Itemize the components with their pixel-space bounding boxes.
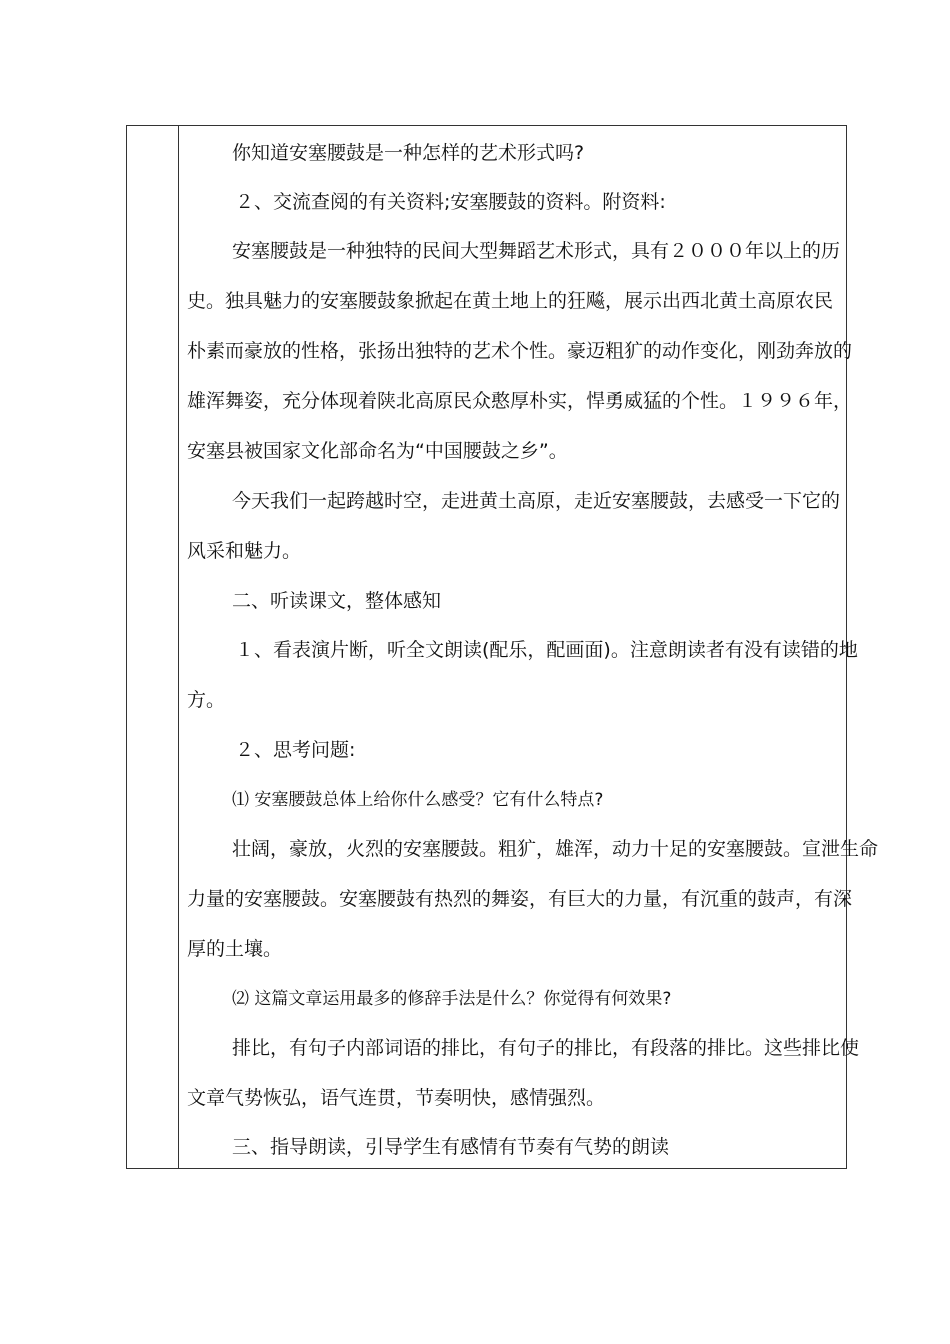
text-line: ２、思考问题: — [235, 739, 356, 761]
question-line: ⑵ 这篇文章运用最多的修辞手法是什么？你觉得有何效果? — [232, 989, 672, 1009]
text-line: 史。独具魅力的安塞腰鼓象掀起在黄土地上的狂飚，展示出西北黄土高原农民 — [187, 290, 834, 312]
section-heading: 三、指导朗读，引导学生有感情有节奏有气势的朗读 — [232, 1136, 670, 1158]
text-line: 力量的安塞腰鼓。安塞腰鼓有热烈的舞姿，有巨大的力量，有沉重的鼓声，有深 — [187, 888, 853, 910]
text-line: 厚的土壤。 — [187, 938, 283, 960]
text-line: 排比，有句子内部词语的排比，有句子的排比，有段落的排比。这些排比使 — [232, 1037, 860, 1059]
text-line: 安塞腰鼓是一种独特的民间大型舞蹈艺术形式，具有２０００年以上的历 — [232, 240, 841, 262]
text-line: 方。 — [187, 689, 226, 711]
text-line: 风采和魅力。 — [187, 540, 302, 562]
text-line: 文章气势恢弘，语气连贯，节奏明快，感情强烈。 — [187, 1087, 606, 1109]
text-line: ２、交流查阅的有关资料;安塞腰鼓的资料。附资料: — [235, 191, 666, 213]
lesson-table — [126, 125, 879, 1169]
text-line: 你知道安塞腰鼓是一种怎样的艺术形式吗? — [232, 142, 585, 164]
text-line: １、看表演片断，听全文朗读(配乐，配画面)。注意朗读者有没有读错的地 — [235, 639, 858, 661]
text-line: 雄浑舞姿，充分体现着陕北高原民众憨厚朴实，悍勇威猛的个性。１９９６年， — [187, 390, 853, 412]
text-line: 壮阔，豪放，火烈的安塞腰鼓。粗犷，雄浑，动力十足的安塞腰鼓。宣泄生命 — [232, 838, 879, 860]
text-line: 安塞县被国家文化部命名为“中国腰鼓之乡”。 — [187, 440, 568, 462]
column-divider — [178, 126, 179, 1168]
text-line: 朴素而豪放的性格，张扬出独特的艺术个性。豪迈粗犷的动作变化，刚劲奔放的 — [187, 340, 853, 362]
table-left-cell — [127, 126, 178, 1168]
question-line: ⑴ 安塞腰鼓总体上给你什么感受？它有什么特点? — [232, 790, 604, 810]
text-line: 今天我们一起跨越时空，走进黄土高原，走近安塞腰鼓，去感受一下它的 — [232, 490, 841, 512]
section-heading: 二、听读课文，整体感知 — [232, 590, 442, 612]
